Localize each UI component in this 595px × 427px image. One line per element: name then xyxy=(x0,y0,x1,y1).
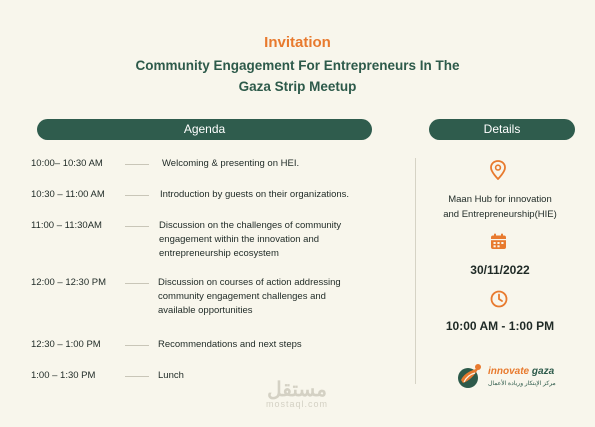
agenda-connector xyxy=(125,195,149,196)
agenda-time: 10:00– 10:30 AM xyxy=(31,158,103,169)
logo-wordmark: innovate gaza xyxy=(488,366,555,377)
event-title xyxy=(60,55,535,97)
event-time: 10:00 AM - 1:00 PM xyxy=(445,319,555,333)
watermark xyxy=(262,377,332,409)
location-text: Maan Hub for innovation and Entrepreneurship(HIE) xyxy=(443,194,557,220)
innovate-gaza-logo xyxy=(455,362,556,395)
agenda-desc: Welcoming & presenting on HEI. xyxy=(162,158,300,169)
logo-mark-icon xyxy=(455,362,485,390)
details-header: Details xyxy=(429,119,575,140)
agenda-time: 12:30 – 1:00 PM xyxy=(31,339,101,350)
agenda-desc: Discussion on the challenges of community engagement within the innovation and entrepreneurship ecosystem xyxy=(159,220,342,259)
calendar-icon xyxy=(490,233,507,255)
map-pin-icon xyxy=(489,160,507,185)
agenda-time: 1:00 – 1:30 PM xyxy=(31,370,96,381)
agenda-connector xyxy=(125,345,149,346)
agenda-desc: Recommendations and next steps xyxy=(158,339,302,350)
agenda-time: 10:30 – 11:00 AM xyxy=(31,189,105,200)
agenda-time: 12:00 – 12:30 PM xyxy=(31,277,106,288)
agenda-desc: Discussion on courses of action addressing community engagement challenges and available opportunities xyxy=(158,277,341,316)
agenda-connector xyxy=(125,164,149,165)
clock-icon xyxy=(490,290,508,313)
watermark-arabic: مستقل xyxy=(267,379,327,401)
invitation-heading: Invitation xyxy=(264,34,331,51)
agenda-connector xyxy=(125,283,149,284)
event-title-line1: Community Engagement For Entrepreneurs In The xyxy=(135,58,460,73)
agenda-connector xyxy=(125,376,149,377)
column-divider xyxy=(415,158,416,384)
agenda-desc: Introduction by guests on their organizations. xyxy=(160,189,350,200)
agenda-header: Agenda xyxy=(37,119,372,140)
logo-subtitle: مركز الإبتكار وريادة الأعمال xyxy=(488,381,556,387)
agenda-desc: Lunch xyxy=(158,370,184,381)
watermark-latin: mostaql.com xyxy=(265,399,329,409)
agenda-time: 11:00 – 11:30AM xyxy=(31,220,102,231)
event-date: 30/11/2022 xyxy=(470,263,530,277)
agenda-connector xyxy=(125,226,149,227)
event-title-line2: Gaza Strip Meetup xyxy=(238,79,357,94)
